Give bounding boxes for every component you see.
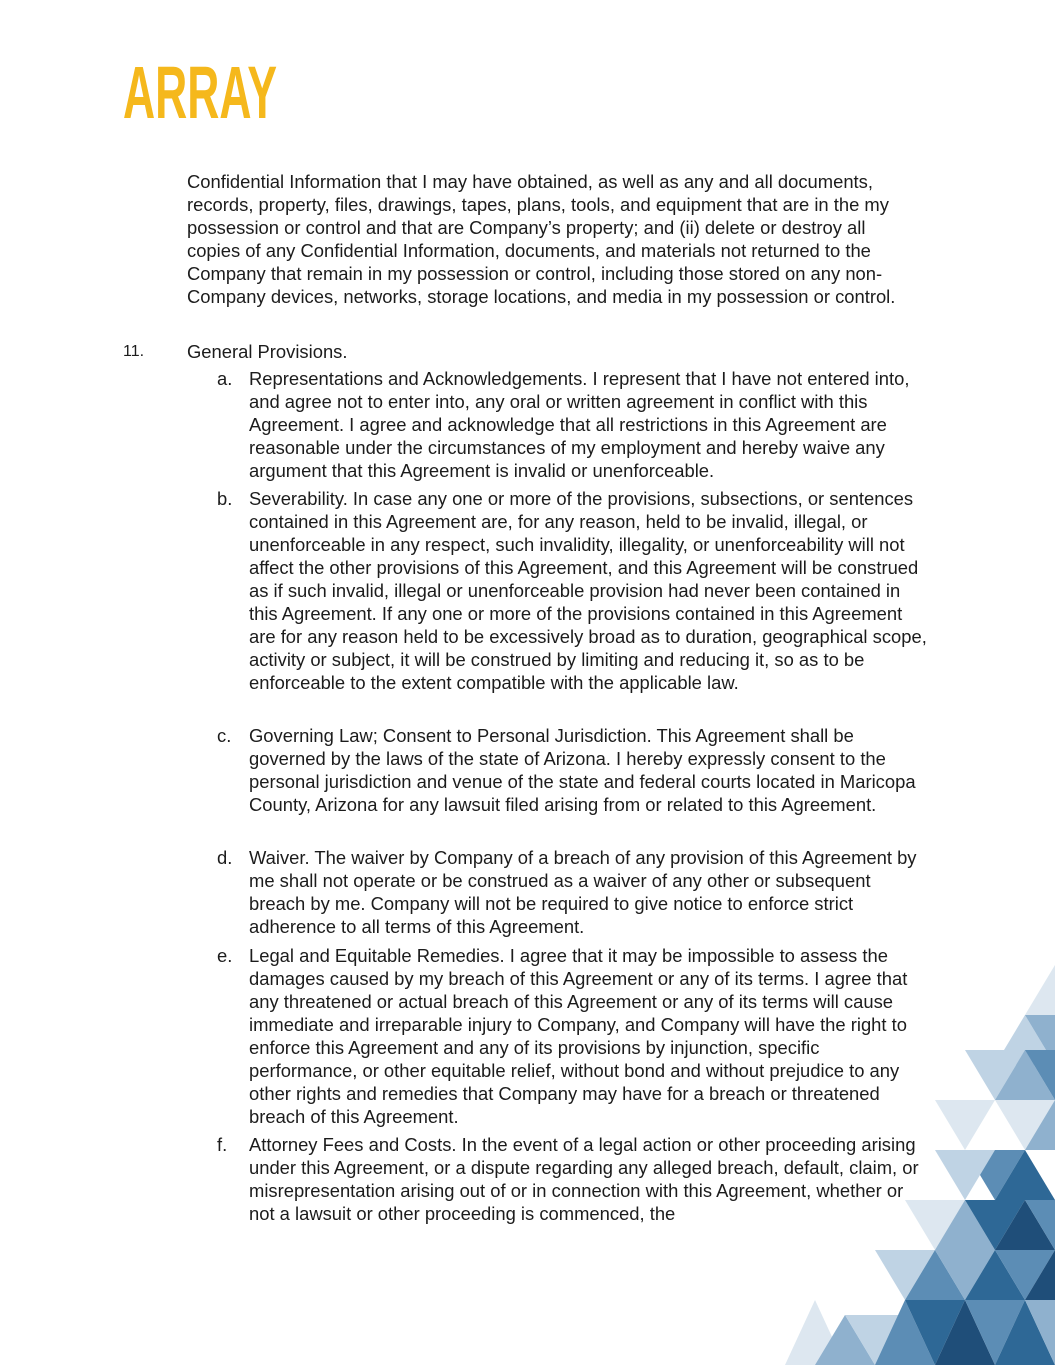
provision-item-c: [217, 724, 929, 816]
provision-item-d: [217, 846, 929, 938]
item-text: Waiver. The waiver by Company of a breach of any provision of this Agreement by me shall not operate or be construed as a waiver of any other or subsequent breach by me. Company will not be required to give notice to enforce strict adherence to all terms of this Agreement.: [249, 847, 917, 937]
item-text: Governing Law; Consent to Personal Jurisdiction. This Agreement shall be governed by the laws of the state of Arizona. I hereby expressly consent to the personal jurisdiction and venue of the state and federal courts located in Maricopa County, Arizona for any lawsuit filed arising from or related to this Agreement.: [249, 725, 916, 815]
triangle-pattern-decoration: [765, 965, 1055, 1365]
item-letter: d.: [217, 847, 233, 868]
logo-text: ARRAY: [123, 51, 277, 134]
decor-triangle: [1025, 965, 1055, 1015]
provision-item-b: [217, 487, 929, 694]
item-letter: c.: [217, 725, 232, 746]
section-title: General Provisions.: [187, 341, 348, 362]
array-logo: [123, 51, 293, 134]
provision-item-a: [217, 367, 929, 482]
item-text: Severability. In case any one or more of the provisions, subsections, or sentences contained in this Agreement are, for any reason, held to be invalid, illegal, or unenforceable in any respect, such invalidity, illegality, or unenforceability will not affect the other provisions of this Agreement, and this Agreement will be construed as if such invalid, illegal or unenforceable provision had never been contained in this Agreement. If any one or more of the provisions contained in this Agreement are for any reason held to be excessively broad as to duration, geographical scope, activity or subject, it will be construed by limiting and reducing it, so as to be enforceable to the extent compatible with the applicable law.: [249, 488, 927, 693]
item-letter: e.: [217, 945, 233, 966]
decor-triangle: [935, 1100, 995, 1150]
item-letter: a.: [217, 368, 233, 389]
array-logo-mark: [123, 51, 293, 134]
item-letter: f.: [217, 1134, 228, 1155]
item-letter: b.: [217, 488, 233, 509]
item-text: Attorney Fees and Costs. In the event of a legal action or other proceeding arising under this Agreement, or a dispute regarding any alleged breach, default, claim, or misrepresentation arising out of or in connection with this Agreement, whether or not a lawsuit or other proceeding is commenced, the: [249, 1134, 919, 1224]
item-text: Legal and Equitable Remedies. I agree that it may be impossible to assess the damages caused by my breach of this Agreement or any of its terms. I agree that any threatened or actual breach of this Agreement or any of its terms will cause immediate and irreparable injury to Company, and Company will have the right to enforce this Agreement and any of its provisions by injunction, specific performance, or other equitable relief, without bond and without prejudice to any other rights and remedies that Company may have for a breach or threatened breach of this Agreement.: [249, 945, 908, 1127]
item-text: Representations and Acknowledgements. I represent that I have not entered into, and agree not to enter into, any oral or written agreement in conflict with this Agreement. I agree and acknowledge that all restrictions in this Agreement are reasonable under the circumstances of my employment and hereby waive any argument that this Agreement is invalid or unenforceable.: [249, 368, 910, 481]
continued-paragraph: Confidential Information that I may have obtained, as well as any and all documents, records, property, files, drawings, tapes, plans, tools, and equipment that are in the my possession or control and that are Company’s property; and (ii) delete or destroy all copies of any Confidential Information, documents, and materials not returned to the Company that remain in my possession or control, including those stored on any non-Company devices, networks, storage locations, and media in my possession or control.: [187, 171, 896, 307]
section-number: 11.: [123, 343, 145, 360]
